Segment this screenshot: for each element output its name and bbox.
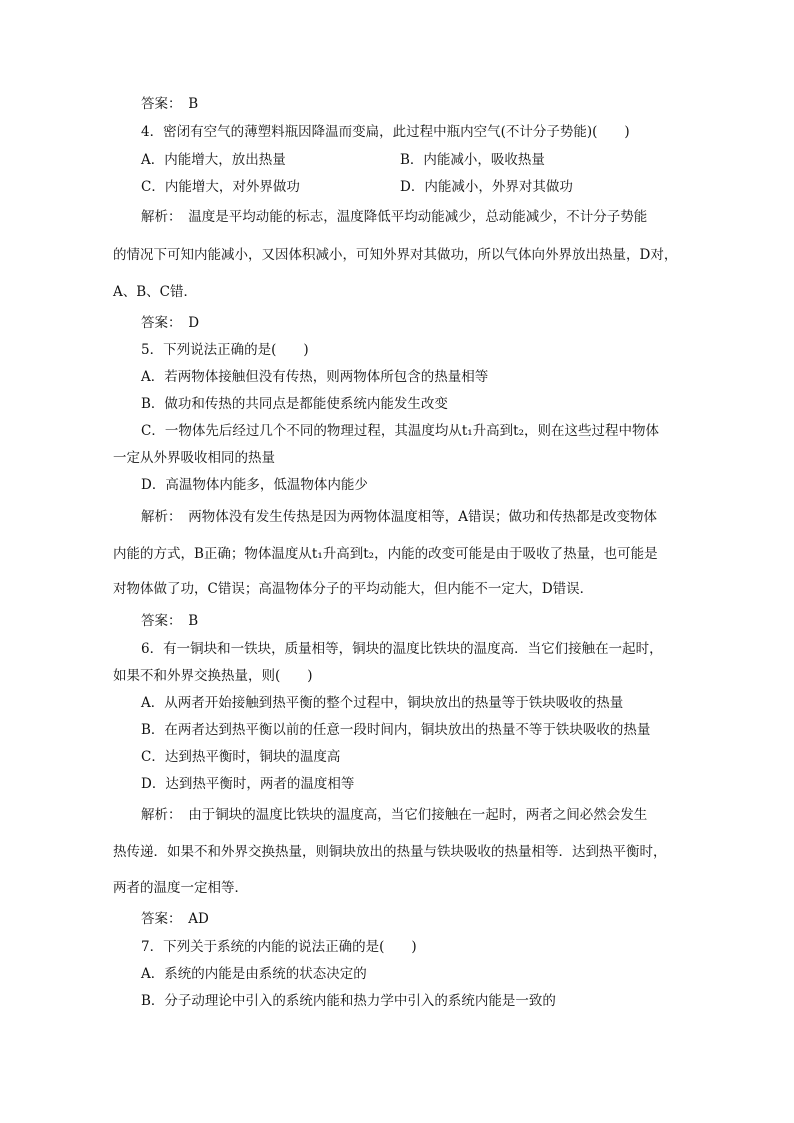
q6-answer: 答案： AD — [141, 911, 209, 927]
q4-explanation-line-1: 解析： 温度是平均动能的标志，温度降低平均动能减少，总动能减少，不计分子势能 — [141, 209, 648, 225]
q5-explanation-line-1: 解析： 两物体没有发生传热是因为两物体温度相等，A错误；做功和传热都是改变物体 — [141, 509, 657, 525]
q5-option-c-line-2: 一定从外界吸收相同的热量 — [113, 450, 275, 466]
q5-option-d: D．高温物体内能多，低温物体内能少 — [141, 477, 368, 493]
q5-explanation-line-3: 对物体做了功，C错误；高温物体分子的平均动能大，但内能不一定大，D错误． — [113, 581, 594, 597]
q6-option-a: A．从两者开始接触到热平衡的整个过程中，铜块放出的热量等于铁块吸收的热量 — [141, 695, 624, 711]
q5-option-c-line-1: C．一物体先后经过几个不同的物理过程，其温度均从t₁升高到t₂，则在这些过程中物体 — [141, 423, 660, 439]
question-6-line-1: 6．有一铜块和一铁块，质量相等，铜块的温度比铁块的温度高．当它们接触在一起时， — [141, 641, 663, 657]
q7-option-b: B．分子动理论中引入的系统内能和热力学中引入的系统内能是一致的 — [141, 993, 556, 1009]
q7-option-a: A．系统的内能是由系统的状态决定的 — [141, 966, 367, 982]
question-5: 5．下列说法正确的是( ) — [141, 342, 309, 358]
q4-explanation-line-3: A、B、C错． — [113, 284, 197, 300]
q5-option-b: B．做功和传热的共同点是都能使系统内能发生改变 — [141, 396, 448, 412]
question-6-line-2: 如果不和外界交换热量，则( ) — [113, 668, 313, 684]
q6-explanation-line-3: 两者的温度一定相等． — [113, 880, 248, 896]
q5-answer: 答案： B — [141, 613, 199, 629]
q5-explanation-line-2: 内能的方式，B正确；物体温度从t₁升高到t₂，内能的改变可能是由于吸收了热量，也可能是 — [113, 546, 658, 562]
q6-explanation-line-1: 解析： 由于铜块的温度比铁块的温度高，当它们接触在一起时，两者之间必然会发生 — [141, 807, 648, 823]
q4-explanation-line-2: 的情况下可知内能减小，又因体积减小，可知外界对其做功，所以气体向外界放出热量，D对， — [113, 247, 678, 263]
q6-option-b: B．在两者达到热平衡以前的任意一段时间内，铜块放出的热量不等于铁块吸收的热量 — [141, 722, 651, 738]
q6-explanation-line-2: 热传递．如果不和外界交换热量，则铜块放出的热量与铁块吸收的热量相等．达到热平衡时， — [113, 844, 667, 860]
q5-option-a: A．若两物体接触但没有传热，则两物体所包含的热量相等 — [141, 369, 489, 385]
q4-option-c: C．内能增大，对外界做功 — [141, 179, 300, 195]
question-7: 7．下列关于系统的内能的说法正确的是( ) — [141, 939, 417, 955]
q6-option-d: D．达到热平衡时，两者的温度相等 — [141, 776, 355, 792]
q4-answer: 答案： D — [141, 315, 200, 331]
q6-option-c: C．达到热平衡时，铜块的温度高 — [141, 749, 341, 765]
q4-option-d: D．内能减小，外界对其做功 — [400, 179, 573, 195]
q4-option-a: A．内能增大，放出热量 — [141, 152, 286, 168]
answer-line: 答案： B — [141, 96, 199, 112]
q4-option-b: B．内能减小，吸收热量 — [400, 152, 545, 168]
question-4: 4．密闭有空气的薄塑料瓶因降温而变扁，此过程中瓶内空气(不计分子势能)( ) — [141, 124, 630, 140]
